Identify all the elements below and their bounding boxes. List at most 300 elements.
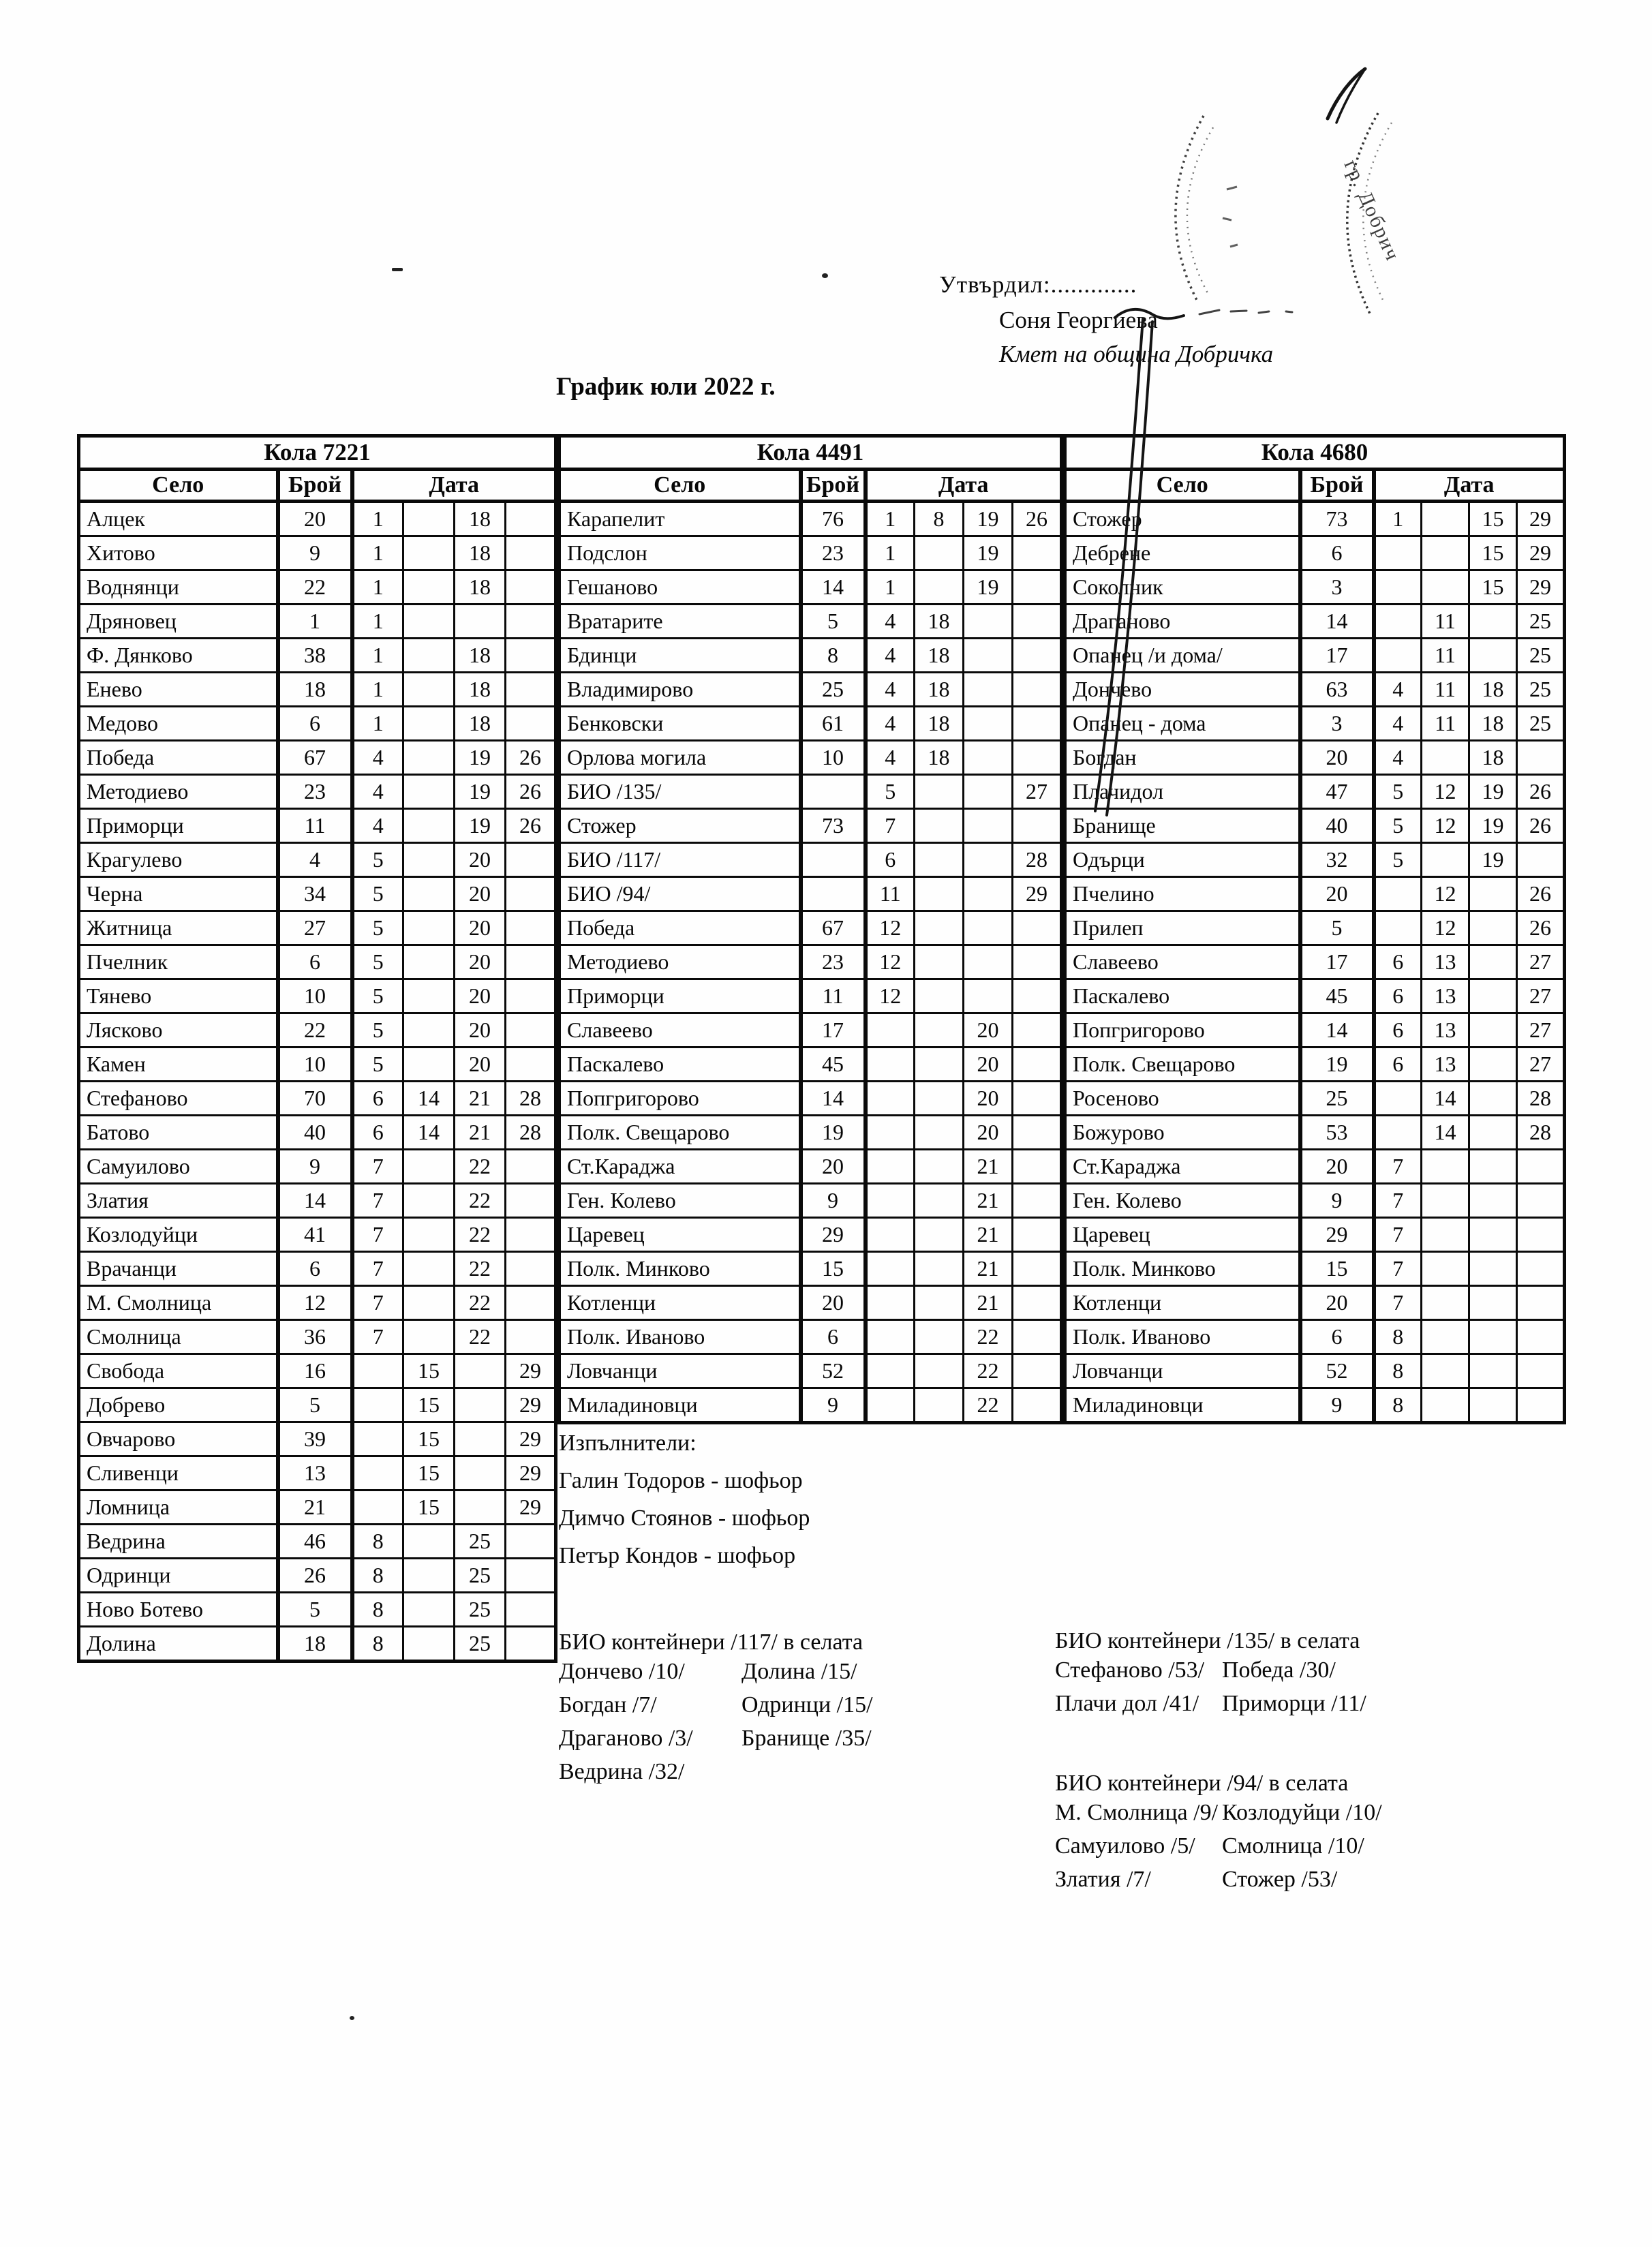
village-cell: Полк. Свещарово — [560, 1116, 801, 1150]
count-cell: 5 — [278, 1593, 352, 1627]
column-header-date: Дата — [352, 470, 556, 502]
date-cell — [1422, 570, 1469, 605]
table-row — [1065, 673, 1565, 707]
date-cell: 14 — [1422, 1116, 1469, 1150]
date-cell — [1013, 1116, 1062, 1150]
table-row — [79, 843, 556, 877]
date-cell — [1469, 1218, 1517, 1252]
bio-item — [741, 1759, 873, 1792]
date-cell: 19 — [964, 536, 1013, 570]
date-cell — [964, 707, 1013, 741]
date-cell — [1013, 536, 1062, 570]
date-cell: 1 — [352, 502, 403, 536]
date-cell: 21 — [964, 1218, 1013, 1252]
date-cell — [455, 1456, 506, 1491]
date-cell: 29 — [1013, 877, 1062, 911]
village-cell: Одърци — [1065, 843, 1300, 877]
date-cell: 14 — [1422, 1082, 1469, 1116]
village-cell: Стожер — [560, 809, 801, 843]
date-cell — [1422, 1150, 1469, 1184]
village-cell: Котленци — [560, 1286, 801, 1320]
date-cell: 22 — [964, 1388, 1013, 1423]
date-cell: 4 — [352, 741, 403, 775]
table-row — [1065, 1286, 1565, 1320]
column-header-village: Село — [1065, 470, 1300, 502]
bio-item: Ведрина /32/ — [559, 1759, 685, 1784]
date-cell — [964, 741, 1013, 775]
date-cell — [1422, 1184, 1469, 1218]
date-cell: 6 — [1374, 979, 1422, 1013]
count-cell — [801, 775, 866, 809]
date-cell: 22 — [964, 1320, 1013, 1354]
date-cell — [1422, 1320, 1469, 1354]
date-cell: 18 — [1469, 673, 1517, 707]
table-row — [79, 707, 556, 741]
executor-item: Петър Кондов - шофьор — [559, 1543, 796, 1568]
count-cell: 17 — [1300, 639, 1374, 673]
date-cell — [1469, 911, 1517, 945]
date-cell — [1422, 1252, 1469, 1286]
date-cell: 18 — [915, 741, 964, 775]
count-cell: 67 — [801, 911, 866, 945]
date-cell: 29 — [506, 1354, 556, 1388]
date-cell — [1374, 1116, 1422, 1150]
count-cell: 6 — [801, 1320, 866, 1354]
table-row — [560, 1082, 1062, 1116]
count-cell — [801, 843, 866, 877]
spacer — [1055, 1724, 1382, 1767]
count-cell: 18 — [278, 1627, 352, 1662]
count-cell: 6 — [278, 707, 352, 741]
date-cell: 4 — [352, 809, 403, 843]
date-cell — [455, 1388, 506, 1422]
date-cell: 15 — [1469, 570, 1517, 605]
approver-title: Кмет на община Добричка — [999, 341, 1274, 367]
count-cell: 20 — [1300, 741, 1374, 775]
date-cell: 21 — [964, 1286, 1013, 1320]
date-cell: 7 — [1374, 1184, 1422, 1218]
count-cell: 11 — [801, 979, 866, 1013]
date-cell: 22 — [455, 1184, 506, 1218]
bio-item: Козлодуйци /10/ — [1222, 1800, 1382, 1825]
count-cell: 53 — [1300, 1116, 1374, 1150]
date-cell — [403, 809, 455, 843]
date-cell — [455, 1422, 506, 1456]
date-cell: 4 — [866, 707, 915, 741]
date-cell: 18 — [915, 673, 964, 707]
table-row — [560, 1320, 1062, 1354]
count-cell: 9 — [278, 536, 352, 570]
village-cell: Соколник — [1065, 570, 1300, 605]
date-cell: 1 — [866, 570, 915, 605]
count-cell: 5 — [1300, 911, 1374, 945]
table-row — [79, 877, 556, 911]
village-cell: БИО /135/ — [560, 775, 801, 809]
table-row — [560, 673, 1062, 707]
village-cell: Медово — [79, 707, 278, 741]
village-cell: Ген. Колево — [560, 1184, 801, 1218]
bio-list — [559, 1659, 873, 1792]
village-cell: Славеево — [1065, 945, 1300, 979]
car-table-4491 — [557, 434, 1063, 1424]
date-cell: 26 — [1517, 809, 1565, 843]
date-cell: 25 — [455, 1525, 506, 1559]
column-header-count: Брой — [801, 470, 866, 502]
date-cell: 1 — [866, 502, 915, 536]
date-cell: 19 — [455, 741, 506, 775]
village-cell: Ген. Колево — [1065, 1184, 1300, 1218]
date-cell: 19 — [964, 570, 1013, 605]
date-cell — [403, 843, 455, 877]
date-cell — [1013, 1150, 1062, 1184]
count-cell: 16 — [278, 1354, 352, 1388]
village-cell: Стефаново — [79, 1082, 278, 1116]
column-header-village: Село — [560, 470, 801, 502]
date-cell: 15 — [403, 1491, 455, 1525]
date-cell — [506, 1320, 556, 1354]
date-cell — [915, 1150, 964, 1184]
date-cell: 11 — [866, 877, 915, 911]
table-row — [1065, 502, 1565, 536]
date-cell: 1 — [866, 536, 915, 570]
bio-item: Дончево /10/ — [559, 1659, 685, 1684]
table-row — [79, 945, 556, 979]
table-row — [560, 945, 1062, 979]
date-cell: 28 — [1517, 1082, 1565, 1116]
count-cell: 13 — [278, 1456, 352, 1491]
date-cell: 7 — [352, 1150, 403, 1184]
date-cell: 8 — [1374, 1320, 1422, 1354]
table-row — [79, 1354, 556, 1388]
table-row — [560, 1286, 1062, 1320]
date-cell — [506, 979, 556, 1013]
table-row — [1065, 536, 1565, 570]
date-cell: 5 — [352, 843, 403, 877]
date-cell: 27 — [1517, 1048, 1565, 1082]
date-cell: 26 — [1517, 877, 1565, 911]
table-row — [79, 639, 556, 673]
count-cell: 11 — [278, 809, 352, 843]
table-row — [560, 570, 1062, 605]
count-cell: 9 — [801, 1184, 866, 1218]
table-row — [79, 979, 556, 1013]
village-cell: Тянево — [79, 979, 278, 1013]
date-cell — [403, 945, 455, 979]
table-row — [560, 707, 1062, 741]
date-cell — [506, 1218, 556, 1252]
date-cell — [915, 809, 964, 843]
table-row — [79, 1422, 556, 1456]
date-cell — [1374, 536, 1422, 570]
count-cell: 20 — [801, 1286, 866, 1320]
table-row — [560, 1354, 1062, 1388]
bio-item: Приморци /11/ — [1222, 1691, 1366, 1716]
date-cell — [506, 945, 556, 979]
village-cell: Свобода — [79, 1354, 278, 1388]
date-cell — [915, 945, 964, 979]
date-cell: 6 — [1374, 1013, 1422, 1048]
date-cell — [964, 877, 1013, 911]
table-body — [560, 502, 1062, 1423]
village-cell: Полк. Иваново — [1065, 1320, 1300, 1354]
table-row — [1065, 1320, 1565, 1354]
date-cell — [506, 843, 556, 877]
table-row — [1065, 843, 1565, 877]
count-cell: 61 — [801, 707, 866, 741]
table-row — [1065, 979, 1565, 1013]
date-cell: 18 — [1469, 707, 1517, 741]
date-cell — [915, 1082, 964, 1116]
village-cell: Врачанци — [79, 1252, 278, 1286]
scan-speck — [350, 2016, 354, 2020]
bio-section-135 — [1055, 1624, 1382, 1724]
village-cell: Енево — [79, 673, 278, 707]
date-cell: 12 — [866, 945, 915, 979]
date-cell — [506, 639, 556, 673]
date-cell — [403, 570, 455, 605]
table-row — [79, 1627, 556, 1662]
table-row — [79, 1388, 556, 1422]
date-cell — [866, 1320, 915, 1354]
date-cell: 20 — [455, 1013, 506, 1048]
table-row — [560, 843, 1062, 877]
date-cell — [915, 570, 964, 605]
village-cell: Вратарите — [560, 605, 801, 639]
date-cell — [403, 707, 455, 741]
village-cell: БИО /94/ — [560, 877, 801, 911]
date-cell — [506, 1013, 556, 1048]
date-cell — [1013, 1320, 1062, 1354]
table-row — [79, 1491, 556, 1525]
date-cell — [403, 1048, 455, 1082]
date-cell: 19 — [455, 775, 506, 809]
date-cell — [403, 1184, 455, 1218]
date-cell — [866, 1354, 915, 1388]
date-cell: 25 — [1517, 673, 1565, 707]
village-cell: Славеево — [560, 1013, 801, 1048]
date-cell — [1013, 707, 1062, 741]
bio-list — [1055, 1800, 1382, 1900]
date-cell — [1517, 843, 1565, 877]
date-cell — [455, 1354, 506, 1388]
village-cell: Лясково — [79, 1013, 278, 1048]
count-cell: 3 — [1300, 570, 1374, 605]
count-cell: 36 — [278, 1320, 352, 1354]
date-cell: 8 — [1374, 1354, 1422, 1388]
table-row — [560, 1150, 1062, 1184]
date-cell — [1013, 1048, 1062, 1082]
date-cell: 22 — [455, 1218, 506, 1252]
date-cell: 11 — [1422, 707, 1469, 741]
date-cell — [506, 707, 556, 741]
count-cell: 14 — [801, 1082, 866, 1116]
date-cell — [1469, 605, 1517, 639]
village-cell: Сливенци — [79, 1456, 278, 1491]
date-cell — [1517, 1286, 1565, 1320]
date-cell: 6 — [866, 843, 915, 877]
date-cell: 20 — [964, 1048, 1013, 1082]
village-cell: Ломница — [79, 1491, 278, 1525]
village-cell: Добрево — [79, 1388, 278, 1422]
table-row — [560, 502, 1062, 536]
date-cell — [403, 1593, 455, 1627]
table-row — [79, 1456, 556, 1491]
date-cell — [1013, 639, 1062, 673]
date-cell: 15 — [1469, 502, 1517, 536]
table-row — [1065, 775, 1565, 809]
count-cell: 10 — [278, 1048, 352, 1082]
date-cell: 5 — [1374, 843, 1422, 877]
table-row — [560, 605, 1062, 639]
date-cell: 21 — [455, 1116, 506, 1150]
village-cell: Козлодуйци — [79, 1218, 278, 1252]
count-cell: 17 — [1300, 945, 1374, 979]
count-cell: 5 — [278, 1388, 352, 1422]
table-row — [79, 1252, 556, 1286]
date-cell: 8 — [352, 1525, 403, 1559]
executors-block — [559, 1424, 810, 1574]
date-cell — [915, 1354, 964, 1388]
date-cell — [964, 843, 1013, 877]
count-cell: 45 — [801, 1048, 866, 1082]
date-cell: 28 — [506, 1116, 556, 1150]
table-row — [79, 1593, 556, 1627]
date-cell: 18 — [455, 639, 506, 673]
date-cell — [506, 1593, 556, 1627]
date-cell: 13 — [1422, 1013, 1469, 1048]
date-cell — [403, 1252, 455, 1286]
scan-speck — [822, 273, 828, 278]
village-cell: М. Смолница — [79, 1286, 278, 1320]
bio-item: Стефаново /53/ — [1055, 1657, 1205, 1683]
date-cell: 12 — [866, 979, 915, 1013]
date-cell: 21 — [964, 1184, 1013, 1218]
date-cell: 18 — [915, 707, 964, 741]
table-row — [1065, 877, 1565, 911]
table-body — [1065, 502, 1565, 1423]
village-cell: Хитово — [79, 536, 278, 570]
count-cell: 14 — [278, 1184, 352, 1218]
date-cell — [1469, 945, 1517, 979]
approver-name: Соня Георгиева — [999, 307, 1158, 333]
date-cell: 29 — [1517, 536, 1565, 570]
date-cell — [403, 1013, 455, 1048]
date-cell: 22 — [455, 1320, 506, 1354]
table-row — [560, 1116, 1062, 1150]
village-cell: Ловчанци — [1065, 1354, 1300, 1388]
village-cell: Черна — [79, 877, 278, 911]
date-cell: 1 — [1374, 502, 1422, 536]
village-cell: Попгригорово — [1065, 1013, 1300, 1048]
bio-item: Драганово /3/ — [559, 1726, 693, 1751]
date-cell — [1469, 877, 1517, 911]
date-cell — [964, 639, 1013, 673]
village-cell: Владимирово — [560, 673, 801, 707]
date-cell: 7 — [352, 1286, 403, 1320]
count-cell: 15 — [801, 1252, 866, 1286]
count-cell: 23 — [278, 775, 352, 809]
date-cell: 7 — [1374, 1286, 1422, 1320]
table-row — [79, 1559, 556, 1593]
table-row — [1065, 707, 1565, 741]
date-cell: 20 — [455, 843, 506, 877]
count-cell: 40 — [1300, 809, 1374, 843]
village-cell: Камен — [79, 1048, 278, 1082]
date-cell: 29 — [506, 1388, 556, 1422]
date-cell: 7 — [1374, 1150, 1422, 1184]
village-cell: Батово — [79, 1116, 278, 1150]
count-cell: 73 — [1300, 502, 1374, 536]
table-title: Кола 7221 — [79, 436, 556, 470]
bio-sections-right — [1055, 1624, 1382, 1900]
table-row — [79, 1013, 556, 1048]
village-cell: Полк. Иваново — [560, 1320, 801, 1354]
date-cell — [403, 741, 455, 775]
date-cell — [506, 1184, 556, 1218]
date-cell — [915, 775, 964, 809]
count-cell: 45 — [1300, 979, 1374, 1013]
village-cell: Опанец /и дома/ — [1065, 639, 1300, 673]
date-cell — [506, 1525, 556, 1559]
date-cell — [1469, 1320, 1517, 1354]
date-cell: 18 — [455, 707, 506, 741]
date-cell — [1013, 570, 1062, 605]
date-cell: 29 — [506, 1422, 556, 1456]
date-cell: 26 — [1517, 911, 1565, 945]
date-cell — [915, 1184, 964, 1218]
date-cell — [1422, 1286, 1469, 1320]
date-cell — [506, 673, 556, 707]
column-header-count: Брой — [1300, 470, 1374, 502]
table-row — [1065, 1150, 1565, 1184]
date-cell: 20 — [964, 1116, 1013, 1150]
date-cell — [506, 570, 556, 605]
village-cell: Котленци — [1065, 1286, 1300, 1320]
table-row — [1065, 1354, 1565, 1388]
bio-item: Златия /7/ — [1055, 1867, 1151, 1892]
page-title: График юли 2022 г. — [556, 373, 776, 401]
date-cell — [1517, 1320, 1565, 1354]
village-cell: Ново Ботево — [79, 1593, 278, 1627]
table-row — [79, 570, 556, 605]
village-cell: Методиево — [79, 775, 278, 809]
count-cell: 14 — [1300, 1013, 1374, 1048]
date-cell — [1422, 1218, 1469, 1252]
date-cell — [506, 877, 556, 911]
date-cell: 15 — [403, 1456, 455, 1491]
date-cell — [915, 1048, 964, 1082]
date-cell — [1469, 1116, 1517, 1150]
count-cell: 20 — [1300, 1150, 1374, 1184]
count-cell: 73 — [801, 809, 866, 843]
date-cell: 4 — [1374, 741, 1422, 775]
date-cell — [866, 1116, 915, 1150]
date-cell: 1 — [352, 707, 403, 741]
date-cell: 20 — [455, 945, 506, 979]
table-row — [560, 877, 1062, 911]
date-cell: 22 — [455, 1252, 506, 1286]
date-cell: 26 — [506, 741, 556, 775]
date-cell — [1374, 877, 1422, 911]
table-row — [1065, 809, 1565, 843]
count-cell: 25 — [801, 673, 866, 707]
date-cell: 12 — [1422, 911, 1469, 945]
date-cell: 4 — [1374, 707, 1422, 741]
date-cell: 21 — [455, 1082, 506, 1116]
date-cell — [403, 1286, 455, 1320]
date-cell: 5 — [866, 775, 915, 809]
executor-item: Галин Тодоров - шофьор — [559, 1468, 803, 1493]
